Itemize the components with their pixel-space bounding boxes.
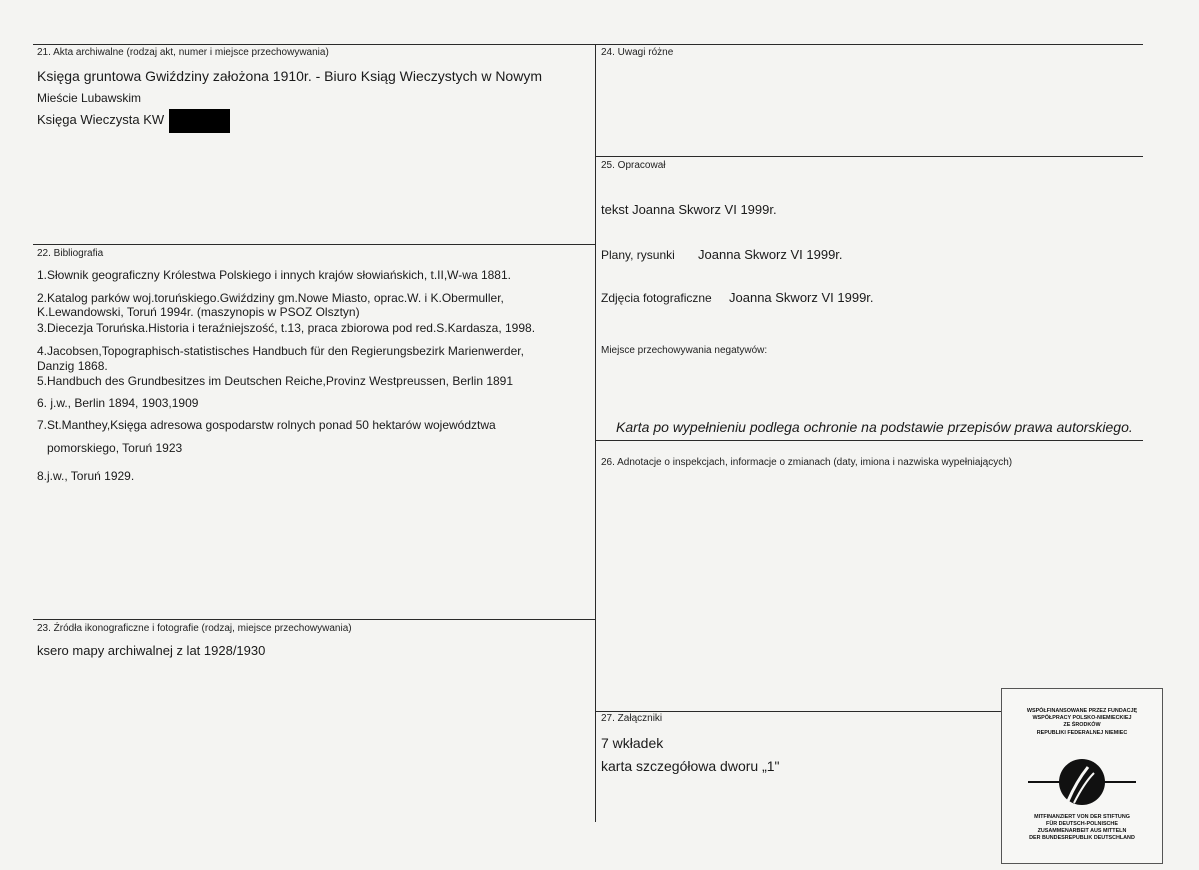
rule-26	[595, 440, 1143, 441]
bibliography-item-1: 1.Słownik geograficzny Królestwa Polskiego i innych krajów słowiańskich, t.II,W-wa 1881.	[37, 268, 511, 282]
section-21-line1: Księga gruntowa Gwiździny założona 1910r. - Biuro Ksiąg Wieczystych w Nowym	[37, 68, 542, 84]
bibliography-item-7a: 7.St.Manthey,Księga adresowa gospodarstw rolnych ponad 50 hektarów województwa	[37, 418, 496, 432]
plans-value: Joanna Skworz VI 1999r.	[698, 247, 843, 262]
section-21-label: 21. Akta archiwalne (rodzaj akt, numer i miejsce przechowywania)	[37, 47, 329, 58]
section-22-label: 22. Bibliografia	[37, 248, 104, 259]
copyright-note: Karta po wypełnieniu podlega ochronie na podstawie przepisów prawa autorskiego.	[616, 419, 1133, 435]
rule-23	[33, 619, 595, 620]
section-24-label: 24. Uwagi różne	[601, 47, 674, 58]
section-26-label: 26. Adnotacje o inspekcjach, informacje o zmianach (daty, imiona i nazwiska wypełniających)	[601, 457, 1013, 468]
rule-25	[595, 156, 1143, 157]
section-27-label: 27. Załączniki	[601, 713, 663, 724]
bibliography-item-7b: pomorskiego, Toruń 1923	[47, 441, 183, 455]
section-21-line2: Mieście Lubawskim	[37, 91, 142, 105]
section-23-text: ksero mapy archiwalnej z lat 1928/1930	[37, 643, 266, 658]
redaction-box	[169, 109, 230, 133]
section-21-line3: Księga Wieczysta KW	[37, 112, 165, 127]
foundation-stamp	[1001, 688, 1163, 864]
author-text: tekst Joanna Skworz VI 1999r.	[601, 202, 777, 217]
rule-27	[595, 711, 1001, 712]
rule-22	[33, 244, 595, 245]
stamp-de-line3: ZUSAMMENARBEIT AUS MITTELN	[1037, 828, 1127, 834]
stamp-de-line2: FÜR DEUTSCH-POLNISCHE	[1046, 821, 1118, 827]
bibliography-item-2a: 2.Katalog parków woj.toruńskiego.Gwiździny gm.Nowe Miasto, oprac.W. i K.Obermuller,	[37, 291, 504, 305]
attachments-line2: karta szczegółowa dworu „1"	[601, 758, 780, 774]
plans-label: Plany, rysunki	[601, 248, 675, 262]
stamp-pl-line4: REPUBLIKI FEDERALNEJ NIEMIEC	[1036, 730, 1128, 736]
stamp-pl-line2: WSPÓŁPRACY POLSKO-NIEMIECKIEJ	[1032, 715, 1132, 721]
bibliography-item-8: 8.j.w., Toruń 1929.	[37, 469, 135, 483]
photos-label: Zdjęcia fotograficzne	[601, 291, 712, 305]
stamp-de-line4: DER BUNDESREPUBLIK DEUTSCHLAND	[1029, 835, 1135, 841]
stamp-pl-line1: WSPÓŁFINANSOWANE PRZEZ FUNDACJĘ	[1026, 708, 1138, 714]
bibliography-item-5: 5.Handbuch des Grundbesitzes im Deutschen Reiche,Provinz Westpreussen, Berlin 1891	[37, 374, 514, 388]
bibliography-item-4b: Danzig 1868.	[37, 359, 108, 373]
stamp-de-line1: MITFINANZIERT VON DER STIFTUNG	[1034, 814, 1130, 820]
attachments-line1: 7 wkładek	[601, 735, 664, 751]
bibliography-item-4a: 4.Jacobsen,Topographisch-statistisches Handbuch für den Regierungsbezirk Marienwerder,	[37, 344, 524, 358]
bibliography-item-3: 3.Diecezja Toruńska.Historia i teraźniejszość, t.13, praca zbiorowa pod red.S.Kardasza, 1998.	[37, 321, 536, 335]
bibliography-item-2b: K.Lewandowski, Toruń 1994r. (maszynopis w PSOZ Olsztyn)	[37, 305, 360, 319]
photos-value: Joanna Skworz VI 1999r.	[729, 290, 874, 305]
bibliography-item-6: 6. j.w., Berlin 1894, 1903,1909	[37, 396, 199, 410]
section-25-label: 25. Opracował	[601, 160, 666, 171]
stamp-pl-line3: ZE ŚRODKÓW	[1063, 722, 1101, 728]
section-23-label: 23. Źródła ikonograficzne i fotografie (rodzaj, miejsce przechowywania)	[37, 623, 352, 634]
foundation-logo-icon	[1024, 753, 1140, 813]
top-rule	[33, 44, 1143, 45]
negatives-label: Miejsce przechowywania negatywów:	[601, 345, 768, 356]
center-divider	[595, 44, 596, 822]
